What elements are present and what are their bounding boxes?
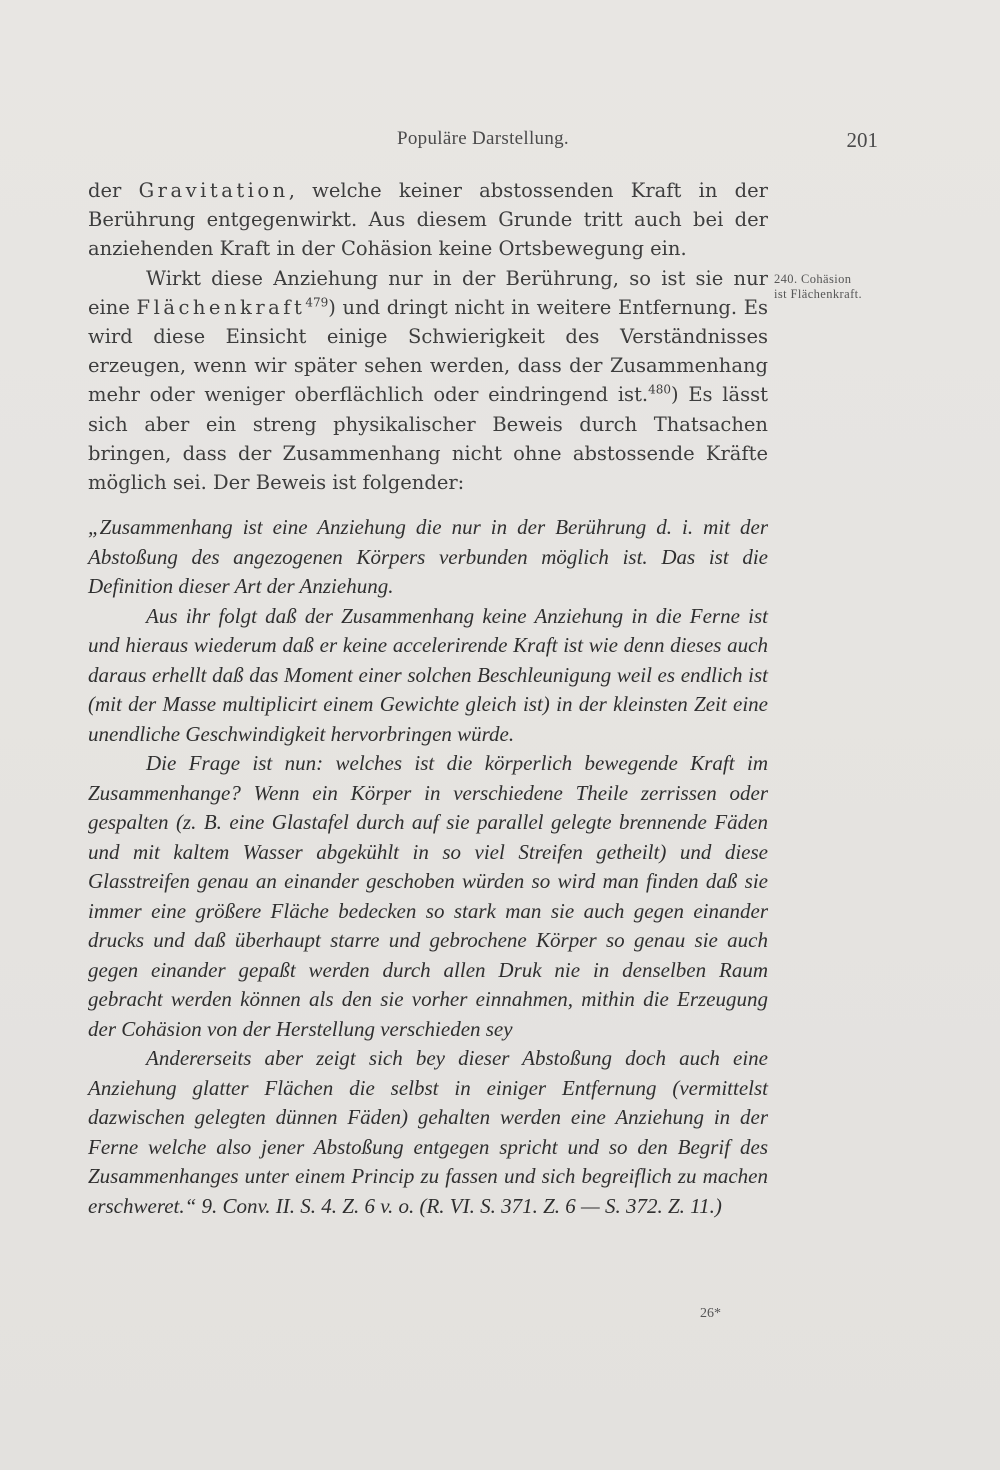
emphasized-term: Gravitation [138, 179, 289, 202]
margin-note-line2: ist Flächenkraft. [774, 287, 863, 301]
quote-paragraph-1: „Zusammenhang ist eine Anziehung die nur in der Berührung d. i. mit der Abstoßung des angezogenen Körpers verbunden möglich ist. Das ist die Definition dieser Art der Anziehung. [88, 515, 768, 599]
footnote-ref: 479 [305, 295, 329, 310]
footnote-ref: 480 [648, 382, 672, 397]
text-run: , welche keiner abstossenden Kraft in der Berührung entgegenwirkt. Aus diesem Grunde tritt auch bei der anziehenden Kraft in der Cohäsion keine Ortsbewegung ein. [88, 179, 768, 261]
sheet-signature: 26* [700, 1306, 721, 1321]
page-header [88, 128, 878, 158]
paragraph-2 [88, 264, 768, 498]
margin-note-number: 240. [774, 272, 798, 286]
emphasized-term: Flächenkraft [136, 295, 306, 319]
text-run: der [88, 179, 139, 202]
quote-paragraph-3: Die Frage ist nun: welches ist die körperlich bewegende Kraft im Zusammenhange? Wenn ein Körper in verschiedene Theile zerrissen oder gespalten (z. B. eine Glastafel durch auf sie parallel gelegte brennende Fäden und mit kaltem Wasser abgekühlt in so viel Streifen getheilt) und diese Glasstreifen genau an einander geschoben würden so wird man finden daß sie immer eine größere Fläche bedecken so stark man sie auch gegen einander drucks und daß überhaupt starre und gebrochene Körper so genau sie auch gegen einander gepaßt werden durch allen Druk nie in denselben Raum gebracht werden können als den sie vorher einnahmen, mithin die Erzeugung der Cohäsion von der Herstellung verschieden sey [88, 751, 768, 1041]
text-run: ) Es lässt sich aber ein streng physikalischer Beweis durch Thatsachen bringen, dass der Zusammenhang nicht ohne abstossende Kräfte möglich sei. Der Beweis ist folgender: [88, 383, 768, 495]
quote-paragraph-4: Andererseits aber zeigt sich bey dieser Abstoßung doch auch eine Anziehung glatter Flächen die selbst in einiger Entfernung (vermittelst dazwischen gelegten dünnen Fäden) gehalten werden eine Anziehung in der Ferne welche also jener Abstoßung entgegen spricht und so den Begrif des Zusammenhanges unter einem Princip zu fassen und sich begreiflich zu machen erschweret.“ 9. Conv. II. S. 4. Z. 6 v. o. (R. VI. S. 371. Z. 6 — S. 372. Z. 11.) [88, 1046, 768, 1218]
text-run: ) und dringt nicht in weitere Entfernung. Es wird diese Einsicht einige Schwierigkeit des Verständnisses erzeugen, wenn wir später sehen werden, dass der Zusammenhang mehr oder weniger oberflächlich oder eindringend ist. [88, 295, 768, 407]
paragraph-1 [88, 176, 768, 264]
main-text [88, 176, 768, 1221]
margin-note [774, 272, 894, 302]
margin-note-line1: Cohäsion [801, 272, 852, 286]
page-number: 201 [846, 128, 878, 152]
text-run: Wirkt diese Anziehung nur in der Berührung, so ist sie nur eine [88, 266, 768, 319]
running-title: Populäre Darstellung. [397, 128, 569, 149]
quote-paragraph-2: Aus ihr folgt daß der Zusammenhang keine Anziehung in die Ferne ist und hieraus wiederum daß er keine accelerirende Kraft ist wie denn dieses auch daraus erhellt daß das Moment einer solchen Beschleunigung weil es endlich ist (mit der Masse multiplicirt einem Gewichte gleich ist) in der kleinsten Zeit eine unendliche Geschwindigkeit hervorbringen würde. [88, 603, 768, 746]
